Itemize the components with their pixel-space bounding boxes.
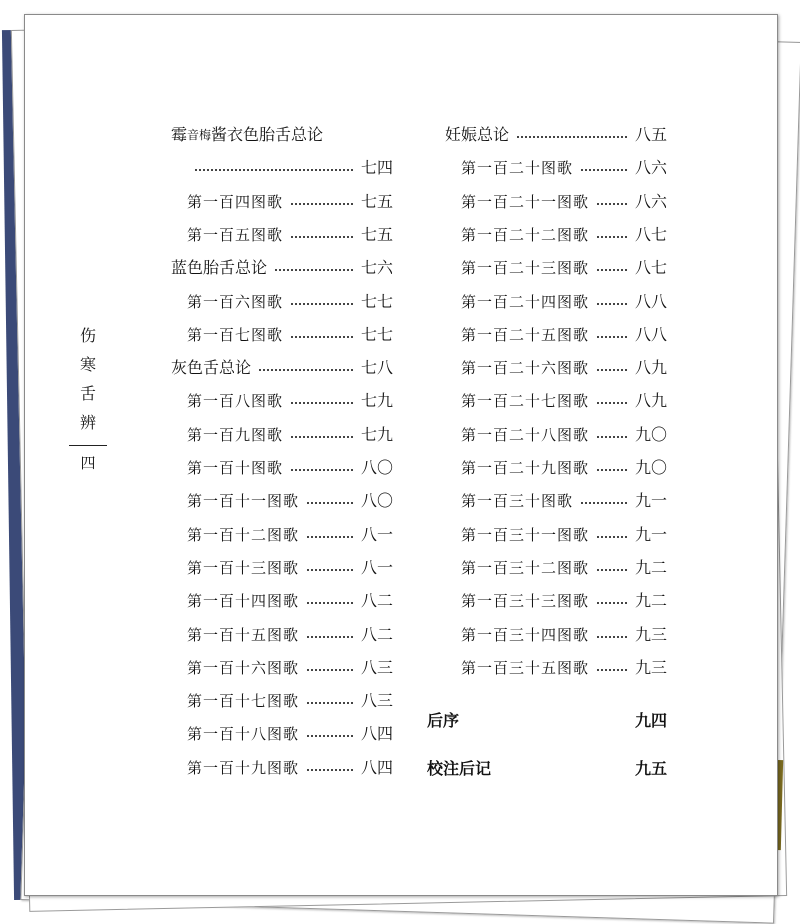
toc-entry[interactable]	[187, 290, 393, 314]
toc-entry-title: 第一百二十九图歌	[461, 459, 590, 477]
toc-entry-page: 九三	[634, 657, 667, 677]
toc-entry-page: 八七	[634, 224, 667, 244]
leader-dots	[597, 602, 627, 604]
toc-entry-pronunciation-note: 音梅	[187, 128, 212, 142]
toc-entry[interactable]	[461, 223, 667, 247]
toc-entry[interactable]	[461, 389, 667, 413]
toc-entry[interactable]	[187, 156, 393, 180]
leader-dots	[307, 702, 353, 704]
toc-entry-page: 九五	[634, 759, 667, 778]
toc-entry[interactable]	[461, 190, 667, 214]
toc-entry-title: 灰色舌总论	[171, 358, 252, 378]
toc-entry-title: 校注后记	[427, 759, 492, 778]
toc-entry[interactable]	[187, 190, 393, 214]
toc-entry-title: 第一百七图歌	[187, 325, 284, 344]
toc-entry-title: 第一百二十八图歌	[461, 425, 590, 444]
running-head-rule	[69, 445, 107, 446]
toc-entry[interactable]	[461, 556, 667, 580]
toc-entry-title: 第一百四图歌	[187, 192, 284, 211]
toc-entry[interactable]	[187, 589, 393, 613]
toc-entry-page: 八八	[634, 324, 667, 344]
toc-entry-page: 八二	[360, 591, 393, 611]
leader-dots	[307, 669, 353, 671]
toc-entry-page: 七八	[360, 358, 393, 378]
leader-dots	[597, 469, 627, 471]
toc-entry-page: 八三	[360, 691, 393, 711]
leader-dots	[307, 602, 353, 604]
leader-dots	[307, 735, 353, 737]
leader-dots	[597, 203, 627, 205]
leader-dots	[307, 569, 353, 571]
toc-entry-page: 九一	[634, 491, 667, 511]
toc-entry[interactable]	[461, 523, 667, 547]
toc-entry-page: 八一	[360, 557, 393, 577]
toc-entry-page: 七七	[360, 291, 393, 311]
toc-entry-page: 八一	[360, 524, 393, 544]
toc-entry[interactable]	[171, 356, 393, 380]
leader-dots	[307, 769, 353, 771]
leader-dots	[291, 469, 353, 471]
toc-entry-page: 九三	[634, 624, 667, 644]
toc-entry-title: 蓝色胎舌总论	[171, 258, 268, 278]
toc-entry-title: 第一百二十七图歌	[461, 392, 590, 411]
toc-entry-page: 八八	[634, 291, 667, 311]
toc-entry-page: 八〇	[360, 491, 393, 511]
toc-entry-title: 霉	[171, 125, 188, 144]
toc-entry-page: 八七	[634, 258, 667, 278]
toc-entry-title: 第一百十四图歌	[187, 592, 300, 611]
toc-entry-page: 九二	[634, 557, 667, 577]
leader-dots	[259, 369, 353, 371]
leader-dots	[291, 336, 353, 338]
toc-entry-page: 九一	[634, 524, 667, 544]
leader-dots	[597, 303, 627, 305]
leader-dots	[517, 136, 627, 138]
toc-entry-title: 妊娠总论	[445, 125, 510, 144]
toc-entry[interactable]	[461, 256, 667, 280]
toc-entry[interactable]	[427, 757, 667, 781]
toc-entry[interactable]	[445, 123, 667, 147]
leader-dots	[291, 402, 353, 404]
leader-dots	[291, 203, 353, 205]
toc-entry-title: 第一百十图歌	[187, 459, 284, 477]
toc-entry-title: 第一百八图歌	[187, 392, 284, 411]
toc-entry-title: 第一百三十图歌	[461, 492, 574, 511]
toc-entry-page: 七九	[360, 424, 393, 444]
toc-entry-title: 第一百十九图歌	[187, 758, 300, 777]
running-head-char: 辨	[79, 413, 96, 432]
toc-entry[interactable]	[461, 623, 667, 647]
leader-dots	[597, 536, 627, 538]
toc-entry-page: 八〇	[360, 458, 393, 477]
leader-dots	[307, 636, 353, 638]
leader-dots	[597, 569, 627, 571]
toc-entry[interactable]	[461, 356, 667, 380]
toc-entry[interactable]	[187, 323, 393, 347]
toc-entry[interactable]	[461, 156, 667, 180]
leader-dots	[597, 636, 627, 638]
leader-dots	[307, 502, 353, 504]
toc-entry[interactable]	[187, 489, 393, 513]
toc-entry[interactable]	[187, 556, 393, 580]
toc-entry-page: 九二	[634, 591, 667, 611]
toc-entry-title: 第一百十一图歌	[187, 492, 300, 511]
toc-entry-title: 第一百十六图歌	[187, 658, 300, 677]
toc-entry-page: 九〇	[634, 424, 667, 444]
toc-entry[interactable]	[187, 456, 393, 480]
toc-entry[interactable]	[461, 290, 667, 314]
toc-entry-title: 第一百二十四图歌	[461, 292, 590, 311]
leader-dots	[597, 436, 627, 438]
toc-entry-page: 八三	[360, 657, 393, 677]
toc-entry-title: 第一百三十二图歌	[461, 558, 590, 577]
toc-entry[interactable]	[187, 523, 393, 547]
toc-entry-page: 七五	[360, 224, 393, 244]
toc-entry-page: 八九	[634, 391, 667, 411]
toc-entry[interactable]	[461, 456, 667, 480]
toc-entry-title: 第一百六图歌	[187, 292, 284, 311]
toc-entry[interactable]	[187, 656, 393, 680]
leader-dots	[307, 536, 353, 538]
leader-dots	[597, 269, 627, 271]
toc-entry-title: 第一百二十一图歌	[461, 192, 590, 211]
toc-entry[interactable]	[187, 223, 393, 247]
leader-dots	[195, 169, 353, 171]
toc-entry-page: 八四	[360, 724, 393, 744]
toc-entry-title: 后序	[427, 711, 460, 730]
leader-dots	[597, 336, 627, 338]
toc-entry[interactable]	[461, 323, 667, 347]
leader-dots	[597, 402, 627, 404]
toc-entry[interactable]	[461, 423, 667, 447]
toc-entry[interactable]	[187, 423, 393, 447]
leader-dots	[581, 169, 627, 171]
leader-dots	[291, 303, 353, 305]
toc-entry-page: 七七	[360, 324, 393, 344]
running-head-char: 伤	[79, 326, 96, 345]
leader-dots	[291, 436, 353, 438]
leader-dots	[597, 669, 627, 671]
toc-entry-title: 第一百二十五图歌	[461, 325, 590, 344]
toc-entry-page: 七五	[360, 191, 393, 211]
running-head	[73, 321, 103, 473]
toc-entry-title: 第一百二十六图歌	[461, 359, 590, 378]
toc-entry-title: 第一百二十二图歌	[461, 225, 590, 244]
toc-entry-page: 八四	[360, 757, 393, 777]
toc-entry-page: 七九	[360, 391, 393, 411]
toc-entry-page: 九四	[634, 711, 667, 730]
toc-entry[interactable]	[461, 589, 667, 613]
toc-entry-title: 第一百三十一图歌	[461, 525, 590, 544]
toc-entry-title: 第一百三十四图歌	[461, 625, 590, 644]
toc-entry[interactable]	[461, 489, 667, 513]
toc-entry[interactable]	[187, 722, 393, 746]
toc-entry-title: 第一百十五图歌	[187, 625, 300, 644]
toc-entry-title: 第一百三十五图歌	[461, 658, 590, 677]
toc-entry[interactable]	[187, 689, 393, 713]
leader-dots	[581, 502, 627, 504]
toc-entry[interactable]	[187, 389, 393, 413]
page-sheet	[24, 14, 778, 896]
toc-entry-page: 八五	[634, 125, 667, 144]
toc-entry-page: 八六	[634, 191, 667, 211]
toc-entry-title: 第一百十二图歌	[187, 525, 300, 544]
toc-entry-title-cont: 酱衣色胎舌总论	[211, 125, 324, 144]
toc-entry-page: 七六	[360, 258, 393, 278]
toc-entry-title: 第一百二十三图歌	[461, 259, 590, 278]
toc-entry-page: 八九	[634, 358, 667, 378]
toc-entry[interactable]	[187, 623, 393, 647]
leader-dots	[291, 236, 353, 238]
toc-entry-title: 第一百九图歌	[187, 425, 284, 444]
toc-entry-page: 七四	[360, 158, 393, 178]
toc-entry-title: 第一百三十三图歌	[461, 592, 590, 611]
toc-entry-page: 九〇	[634, 458, 667, 477]
running-head-char: 舌	[79, 384, 96, 403]
leader-dots	[275, 269, 353, 271]
toc-entry-title: 第一百五图歌	[187, 225, 284, 244]
toc-entry[interactable]	[171, 256, 393, 280]
toc-entry-title: 第一百十三图歌	[187, 558, 300, 577]
toc-entry-page: 八六	[634, 158, 667, 178]
running-head-char: 寒	[79, 355, 96, 374]
toc-entry-title: 第一百二十图歌	[461, 159, 574, 178]
toc-entry[interactable]	[171, 123, 393, 147]
toc-entry-title: 第一百十八图歌	[187, 725, 300, 744]
page-number: 四	[80, 454, 96, 472]
leader-dots	[597, 369, 627, 371]
toc-entry[interactable]	[187, 756, 393, 780]
leader-dots	[597, 236, 627, 238]
toc-entry-page: 八二	[360, 624, 393, 644]
toc-entry[interactable]	[461, 656, 667, 680]
toc-entry-title: 第一百十七图歌	[187, 692, 300, 711]
toc-entry[interactable]	[427, 709, 667, 733]
